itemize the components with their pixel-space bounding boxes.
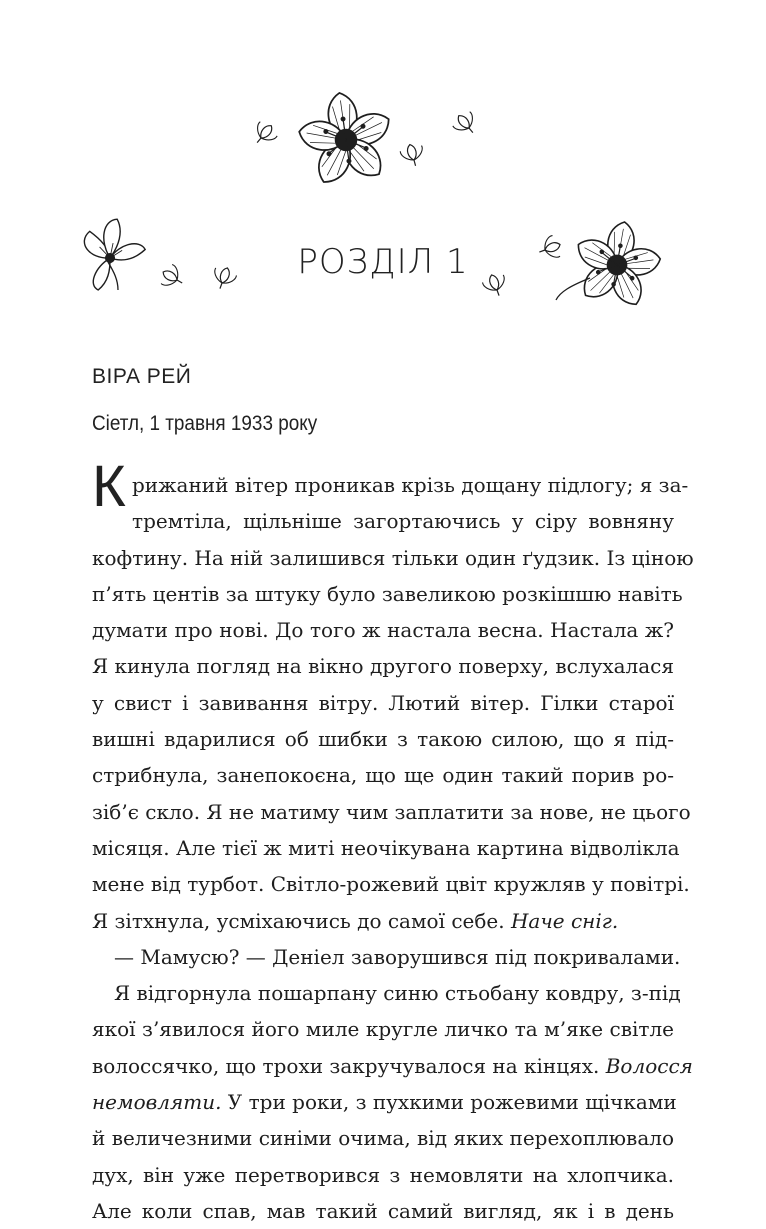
text-line: — Мамусю? — Деніел заворушився під покривалами. — [114, 944, 681, 969]
italic-text: немовляти. — [92, 1090, 222, 1115]
text-line: Але коли спав, мав такий самий вигляд, як і в день — [92, 1198, 674, 1223]
narrator-name: ВІРА РЕЙ — [92, 365, 192, 388]
text-line: п’ять центів за штуку було завеликою розкішшю навіть — [92, 581, 683, 606]
drop-cap: К — [92, 454, 126, 519]
text-line — [92, 1048, 693, 1084]
text-line — [92, 1084, 677, 1120]
text-line: мене від турбот. Світло-рожевий цвіт кружляв у повітрі. — [92, 872, 690, 897]
text-line: Я кинула погляд на вікно другого поверху, вслухалася — [92, 654, 674, 679]
body-text — [92, 454, 694, 1229]
chapter-title: РОЗДІЛ 1 — [297, 242, 469, 282]
text-line: місяця. Але тієї ж миті неочікувана картина відволікла — [92, 835, 680, 860]
text-line: й величезними синіми очима, від яких перехоплювало — [92, 1126, 674, 1151]
text-line: вишні вдарилися об шибки з такою силою, що я під- — [92, 727, 674, 752]
text-segment: У три роки, з пухкими рожевими щічками — [221, 1090, 677, 1115]
text-line: у свист і завивання вітру. Лютий вітер. Гілки старої — [92, 690, 674, 715]
text-line: думати про нові. До того ж настала весна. Настала ж? — [92, 618, 674, 643]
text-line: стрибнула, занепокоєна, що ще один такий порив ро- — [92, 763, 674, 788]
text-line: кофтину. На ній залишився тільки один ґудзик. Із ціною — [92, 545, 694, 570]
text-line: якої з’явилося його миле кругле личко та м’яке світле — [92, 1017, 674, 1042]
text-line: рижаний вітер проникав крізь дощану підлогу; я за- — [132, 473, 689, 497]
text-line: Я відгорнула пошарпану синю стьобану ковдру, з-під — [114, 981, 681, 1006]
italic-text: Наче сніг. — [510, 908, 619, 933]
text-line: зіб’є скло. Я не матиму чим заплатити за нове, не цього — [92, 799, 691, 824]
italic-text: Волосся — [605, 1053, 693, 1078]
place-date: Сіетл, 1 травня 1933 року — [92, 412, 318, 435]
text-segment: Я зітхнула, усміхаючись до самої себе. — [92, 908, 511, 933]
text-segment: волоссячко, що трохи закручувалося на кінцях. — [92, 1053, 606, 1078]
text-line — [92, 903, 674, 939]
text-line: дух, він уже перетворився з немовляти на хлопчика. — [92, 1162, 674, 1187]
text-line: тремтіла, щільніше загортаючись у сіру вовняну — [132, 509, 674, 534]
